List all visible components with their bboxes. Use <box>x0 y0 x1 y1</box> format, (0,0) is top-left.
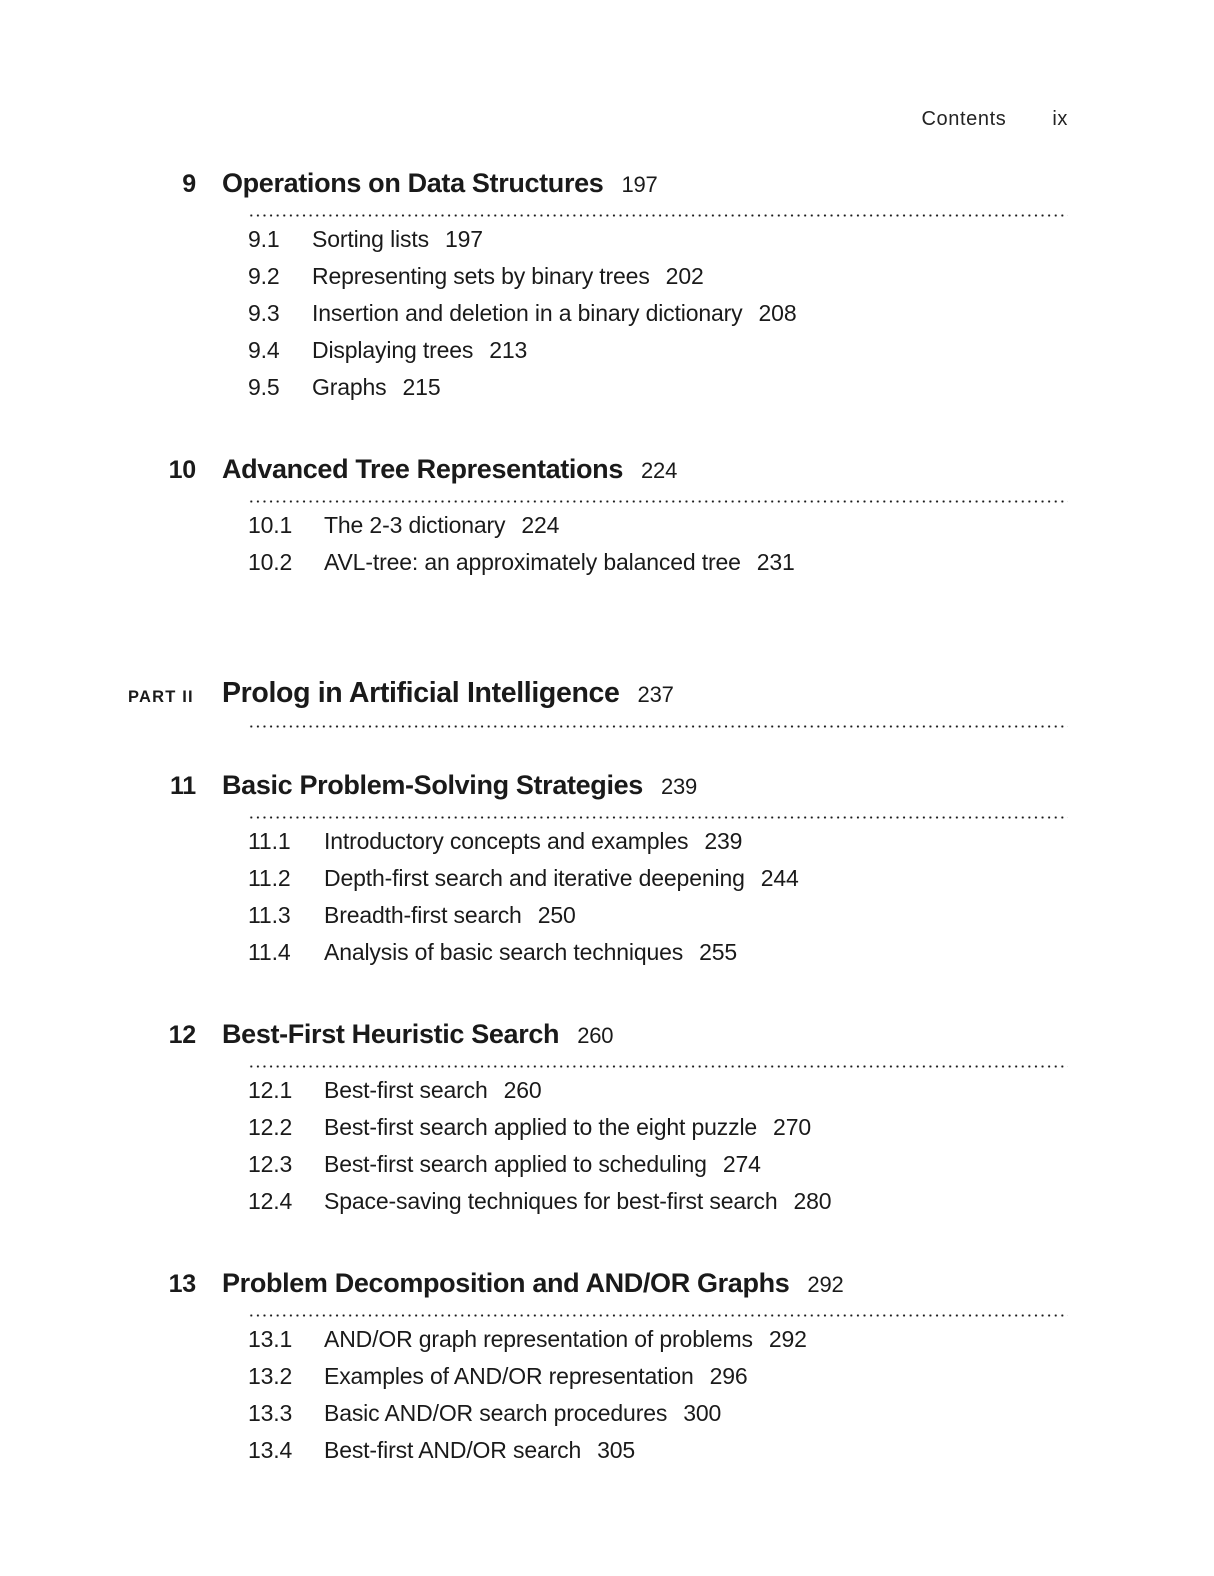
section-number: 11.2 <box>248 865 291 891</box>
section-title[interactable]: The 2-3 dictionary <box>324 512 506 538</box>
chapter-number: 11 <box>169 772 196 800</box>
section-number: 13.1 <box>248 1326 293 1352</box>
running-head-label: Contents <box>921 108 1007 130</box>
part-label: PART II <box>128 688 194 706</box>
section-row[interactable] <box>146 897 1068 934</box>
section-page-number: 224 <box>521 512 560 538</box>
section-page-number: 202 <box>665 263 704 289</box>
section-title[interactable]: Introductory concepts and examples <box>324 828 689 854</box>
section-number: 12.1 <box>248 1077 293 1103</box>
block-spacer <box>146 971 1068 1019</box>
section-page-number: 270 <box>773 1114 811 1140</box>
chapter-page-number: 292 <box>807 1272 844 1297</box>
section-title[interactable]: Insertion and deletion in a binary dictionary <box>312 300 743 326</box>
chapter-group <box>146 454 1068 581</box>
section-row[interactable] <box>146 1358 1068 1395</box>
section-number: 11.4 <box>248 939 291 965</box>
chapter-heading-row[interactable] <box>146 770 1068 801</box>
part-heading-row[interactable] <box>128 677 1068 710</box>
chapter-number: 10 <box>168 456 196 484</box>
section-page-number: 260 <box>503 1077 542 1103</box>
section-number: 12.3 <box>248 1151 293 1177</box>
section-title[interactable]: Breadth-first search <box>324 902 522 928</box>
section-page-number: 296 <box>709 1363 748 1389</box>
section-number: 13.4 <box>248 1437 293 1463</box>
section-row[interactable] <box>146 507 1068 544</box>
chapter-title[interactable]: Problem Decomposition and AND/OR Graphs <box>222 1268 790 1298</box>
section-page-number: 255 <box>699 939 738 965</box>
section-title[interactable]: Space-saving techniques for best-first search <box>324 1188 778 1214</box>
part-page-number: 237 <box>637 682 674 707</box>
dotted-leader-rule <box>248 214 1068 217</box>
section-row[interactable] <box>146 221 1068 258</box>
section-number: 9.5 <box>248 374 280 400</box>
section-title[interactable]: Examples of AND/OR representation <box>324 1363 694 1389</box>
section-row[interactable] <box>146 1395 1068 1432</box>
section-page-number: 208 <box>758 300 797 326</box>
chapter-heading-row[interactable] <box>146 1019 1068 1050</box>
page-folio: ix <box>1052 108 1068 130</box>
section-row[interactable] <box>146 860 1068 897</box>
section-row[interactable] <box>146 1146 1068 1183</box>
chapter-group <box>146 1268 1068 1469</box>
section-page-number: 244 <box>760 865 799 891</box>
running-head <box>0 108 1068 131</box>
section-page-number: 300 <box>683 1400 722 1426</box>
section-number: 10.2 <box>248 549 293 575</box>
section-row[interactable] <box>146 934 1068 971</box>
section-title[interactable]: Depth-first search and iterative deepening <box>324 865 745 891</box>
section-page-number: 305 <box>597 1437 636 1463</box>
chapter-title[interactable]: Advanced Tree Representations <box>222 454 623 484</box>
section-number: 12.4 <box>248 1188 293 1214</box>
section-title[interactable]: Best-first search <box>324 1077 488 1103</box>
section-number: 10.1 <box>248 512 293 538</box>
chapter-page-number: 260 <box>577 1023 614 1048</box>
section-row[interactable] <box>146 1183 1068 1220</box>
section-row[interactable] <box>146 544 1068 581</box>
block-spacer <box>146 406 1068 454</box>
section-title[interactable]: Representing sets by binary trees <box>312 263 650 289</box>
chapter-group <box>146 168 1068 406</box>
section-page-number: 213 <box>489 337 528 363</box>
chapter-page-number: 239 <box>660 774 698 799</box>
section-number: 11.1 <box>248 828 291 854</box>
section-title[interactable]: Basic AND/OR search procedures <box>324 1400 668 1426</box>
section-number: 11.3 <box>248 902 291 928</box>
part-group <box>128 677 1068 710</box>
dotted-leader-rule <box>248 1065 1068 1068</box>
section-list <box>146 1072 1068 1220</box>
section-title[interactable]: Sorting lists <box>312 226 429 252</box>
section-row[interactable] <box>146 295 1068 332</box>
section-row[interactable] <box>146 332 1068 369</box>
section-page-number: 197 <box>444 226 483 252</box>
section-title[interactable]: Best-first search applied to scheduling <box>324 1151 707 1177</box>
chapter-heading-row[interactable] <box>146 168 1068 199</box>
chapter-title[interactable]: Basic Problem-Solving Strategies <box>222 770 643 800</box>
section-number: 9.2 <box>248 263 280 289</box>
section-number: 13.3 <box>248 1400 293 1426</box>
section-row[interactable] <box>146 1072 1068 1109</box>
section-page-number: 274 <box>722 1151 761 1177</box>
chapter-group <box>146 1019 1068 1220</box>
chapter-number: 12 <box>168 1021 196 1049</box>
section-number: 9.3 <box>248 300 280 326</box>
section-number: 9.4 <box>248 337 280 363</box>
dotted-leader-rule <box>248 816 1068 819</box>
section-number: 9.1 <box>248 226 280 252</box>
section-row[interactable] <box>146 369 1068 406</box>
section-page-number: 280 <box>793 1188 832 1214</box>
section-row[interactable] <box>146 1321 1068 1358</box>
section-title[interactable]: Analysis of basic search techniques <box>324 939 684 965</box>
section-row[interactable] <box>146 1109 1068 1146</box>
dotted-leader-rule <box>248 1314 1068 1317</box>
part-title[interactable]: Prolog in Artificial Intelligence <box>222 677 620 709</box>
chapter-title[interactable]: Best-First Heuristic Search <box>222 1019 560 1049</box>
section-page-number: 292 <box>768 1326 807 1352</box>
dotted-leader-rule <box>248 725 1068 728</box>
block-spacer <box>146 581 1068 677</box>
chapter-page-number: 197 <box>621 172 658 197</box>
chapter-group <box>146 770 1068 971</box>
section-page-number: 231 <box>756 549 795 575</box>
block-spacer <box>146 1220 1068 1268</box>
table-of-contents <box>128 168 1068 1469</box>
section-list <box>146 507 1068 581</box>
chapter-number: 13 <box>168 1270 196 1298</box>
section-row[interactable] <box>146 258 1068 295</box>
section-title[interactable]: AND/OR graph representation of problems <box>324 1326 753 1352</box>
section-list <box>146 221 1068 406</box>
section-page-number: 215 <box>402 374 441 400</box>
section-list <box>146 823 1068 971</box>
section-page-number: 239 <box>704 828 743 854</box>
section-title[interactable]: Best-first search applied to the eight puzzle <box>324 1114 758 1140</box>
dotted-leader-rule <box>248 500 1068 503</box>
chapter-heading-row[interactable] <box>146 454 1068 485</box>
section-title[interactable]: Best-first AND/OR search <box>324 1437 582 1463</box>
chapter-number: 9 <box>182 170 196 198</box>
section-list <box>146 1321 1068 1469</box>
section-number: 12.2 <box>248 1114 293 1140</box>
section-title[interactable]: Displaying trees <box>312 337 474 363</box>
section-page-number: 250 <box>537 902 576 928</box>
section-title[interactable]: AVL-tree: an approximately balanced tree <box>324 549 741 575</box>
chapter-page-number: 224 <box>641 458 678 483</box>
section-row[interactable] <box>146 1432 1068 1469</box>
section-number: 13.2 <box>248 1363 293 1389</box>
chapter-title[interactable]: Operations on Data Structures <box>222 168 604 198</box>
section-row[interactable] <box>146 823 1068 860</box>
block-spacer <box>146 710 1068 770</box>
section-title[interactable]: Graphs <box>312 374 387 400</box>
chapter-heading-row[interactable] <box>146 1268 1068 1299</box>
